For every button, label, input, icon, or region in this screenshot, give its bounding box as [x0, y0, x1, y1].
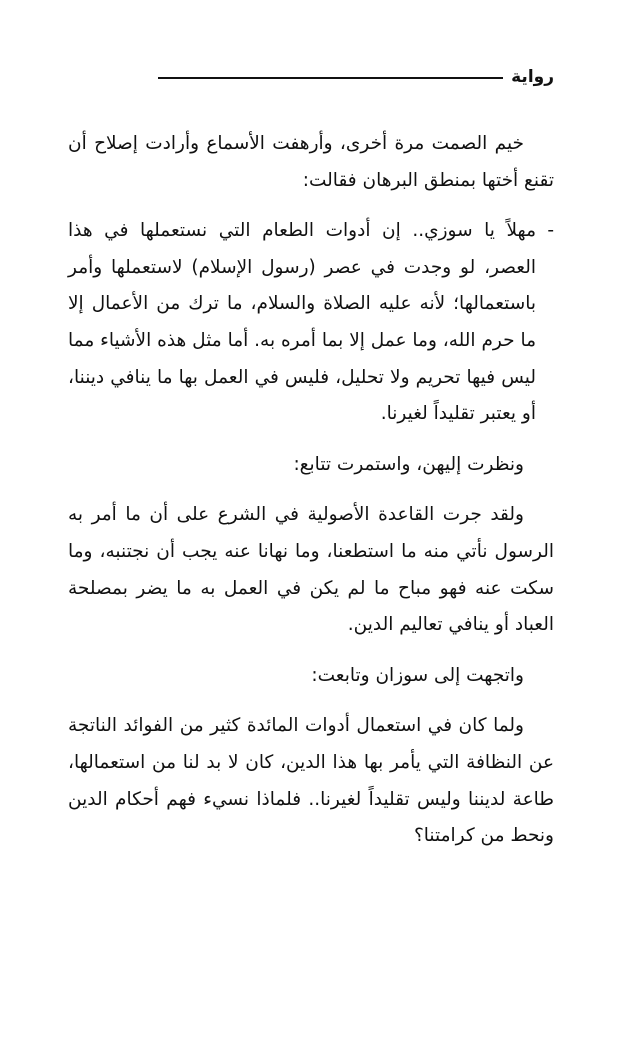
paragraph-intro: خيم الصمت مرة أخرى، وأرهفت الأسماع وأرادت إصلاح أن تقنع أختها بمنطق البرهان فقالت:	[68, 133, 554, 191]
paragraph-transition-2: واتجهت إلى سوزان وتابعت:	[311, 664, 524, 686]
dialog-dash: -	[547, 220, 554, 242]
book-page	[68, 0, 554, 1050]
paragraph-conclusion: ولما كان في استعمال أدوات المائدة كثير من الفوائد الناتجة عن النظافة التي يأمر بها هذا الدين، كان لا بد لنا من استعمالها، طاعة لديننا وليس تقليداً لغيرنا.. فلماذا نسيء فهم أحكام الدين ونحط من كرامتنا؟	[68, 715, 554, 847]
body-text	[68, 126, 554, 855]
header-title: رواية	[511, 67, 554, 87]
dialog-text: مهلاً يا سوزي.. إن أدوات الطعام التي نستعملها في هذا العصر، لو وجدت في عصر (رسول الإسلام) لاستعملها وأمر باستعمالها؛ لأنه عليه الصلاة والسلام، ما ترك من الأعمال إلا ما حرم الله، وما عمل إلا بما أمره به. أما مثل هذه الأشياء مما ليس فيها تحريم ولا تحليل، فليس في العمل بها ما ينافي ديننا، أو يعتبر تقليداً لغيرنا.	[68, 220, 536, 425]
dialog-paragraph	[68, 213, 554, 433]
paragraph-transition-1: ونظرت إليهن، واستمرت تتابع:	[293, 453, 524, 475]
header-rule	[158, 77, 503, 79]
running-header	[68, 62, 554, 92]
paragraph-rule: ولقد جرت القاعدة الأصولية في الشرع على أن ما أمر به الرسول نأتي منه ما استطعنا، وما نهانا عنه يجب أن نجتنبه، وما سكت عنه فهو مباح ما لم يكن في العمل به ما يضر بمصلحة العباد أو ينافي تعاليم الدين.	[68, 504, 554, 636]
